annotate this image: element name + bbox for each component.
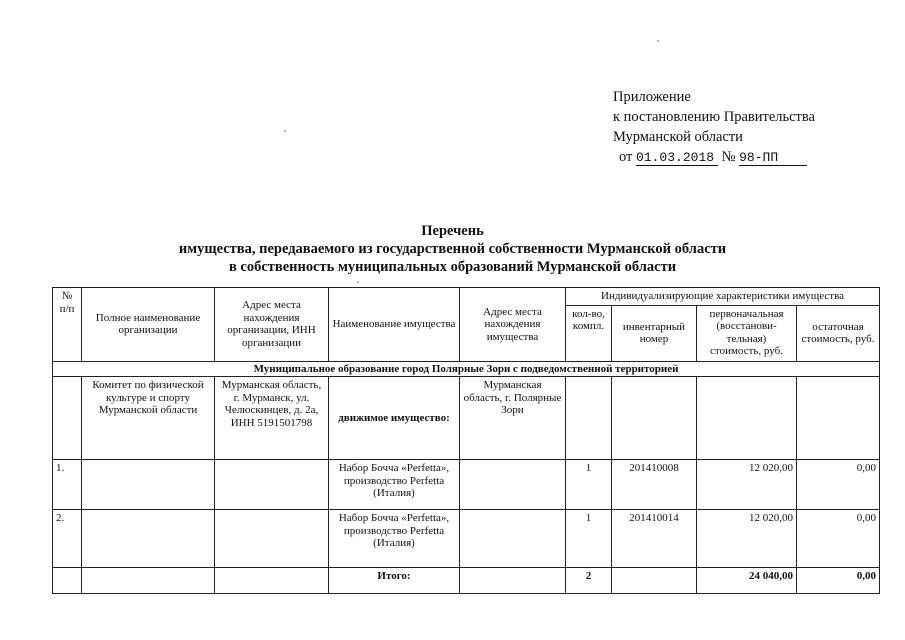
scan-speck: [284, 130, 286, 132]
decree-date: 01.03.2018: [636, 150, 718, 166]
row-name: Набор Бочча «Perfetta», производство Perfetta (Италия): [329, 460, 460, 510]
empty-cell: [612, 377, 697, 460]
decree-number: 98-ПП: [739, 150, 807, 166]
owner-org: Комитет по физической культуре и спорту Мурманской области: [82, 377, 215, 460]
owner-row: [53, 377, 880, 460]
header-group: Индивидуализирующие характеристики имущества: [566, 288, 880, 306]
total-residual-cost: 0,00: [797, 568, 880, 594]
section-title: Муниципальное образование город Полярные Зори с подведомственной территорией: [53, 361, 880, 377]
row-inventory: 201410008: [612, 460, 697, 510]
total-initial-cost: 24 040,00: [697, 568, 797, 594]
empty-cell: [460, 460, 566, 510]
row-num: 1.: [53, 460, 82, 510]
empty-cell: [215, 568, 329, 594]
empty-cell: [215, 510, 329, 568]
owner-num: [53, 377, 82, 460]
row-qty: 1: [566, 510, 612, 568]
row-initial-cost: 12 020,00: [697, 510, 797, 568]
empty-cell: [82, 568, 215, 594]
owner-property-name: движимое имущество:: [329, 377, 460, 460]
scan-speck: [357, 281, 359, 283]
header-qty: кол-во, компл.: [566, 305, 612, 361]
total-row: [53, 568, 880, 594]
row-initial-cost: 12 020,00: [697, 460, 797, 510]
decree-signature-line: [613, 147, 815, 167]
owner-property-address: Мурманская область, г. Полярные Зори: [460, 377, 566, 460]
total-label: Итого:: [329, 568, 460, 594]
table-row: [53, 460, 880, 510]
header-num: № п/п: [53, 288, 82, 362]
empty-cell: [697, 377, 797, 460]
table-header-row: [53, 288, 880, 306]
empty-cell: [215, 460, 329, 510]
document-title: Перечень: [421, 223, 484, 239]
section-row: [53, 361, 880, 377]
appendix-line-2: к постановлению Правительства: [613, 109, 815, 125]
row-residual-cost: 0,00: [797, 460, 880, 510]
empty-cell: [797, 377, 880, 460]
header-residual-cost: остаточная стоимость, руб.: [797, 305, 880, 361]
appendix-block: [613, 87, 815, 167]
owner-org-address: Мурманская область, г. Мурманск, ул. Челюскинцев, д. 2а, ИНН 5191501798: [215, 377, 329, 460]
property-table: [52, 287, 880, 594]
number-label: №: [721, 149, 736, 165]
appendix-line-1: Приложение: [613, 89, 691, 105]
row-residual-cost: 0,00: [797, 510, 880, 568]
header-property-name: Наименование имущества: [329, 288, 460, 362]
appendix-line-3: Мурманской области: [613, 129, 743, 145]
empty-cell: [82, 510, 215, 568]
document-subtitle-2: в собственность муниципальных образований Мурманской области: [228, 259, 677, 275]
header-initial-cost: первоначальная (восстанови-тельная) стоимость, руб.: [697, 305, 797, 361]
empty-cell: [566, 377, 612, 460]
total-qty: 2: [566, 568, 612, 594]
document-subtitle-1: имущества, передаваемого из государственной собственности Мурманской области: [178, 241, 727, 257]
header-inventory: инвентарный номер: [612, 305, 697, 361]
empty-cell: [82, 460, 215, 510]
row-name: Набор Бочча «Perfetta», производство Perfetta (Италия): [329, 510, 460, 568]
from-label: от: [619, 149, 633, 165]
row-inventory: 201410014: [612, 510, 697, 568]
row-num: 2.: [53, 510, 82, 568]
empty-cell: [53, 568, 82, 594]
empty-cell: [612, 568, 697, 594]
row-qty: 1: [566, 460, 612, 510]
header-property-address: Адрес места нахождения имущества: [460, 288, 566, 362]
header-org-address: Адрес места нахождения организации, ИНН организации: [215, 288, 329, 362]
header-org: Полное наименование организации: [82, 288, 215, 362]
empty-cell: [460, 510, 566, 568]
empty-cell: [460, 568, 566, 594]
scan-speck: [657, 40, 659, 42]
table-row: [53, 510, 880, 568]
